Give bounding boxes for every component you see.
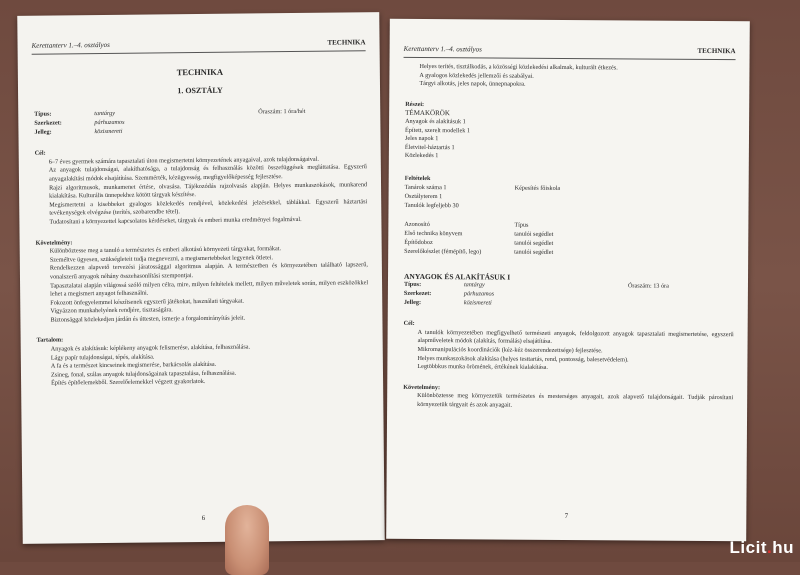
meta-value: párhuzamos — [463, 290, 495, 298]
paragraph: Helyes munkaszokások alakítása (helyes testtartás, rend, pontosság, balesetvédelem). — [417, 354, 629, 363]
meta-key: Szerkezet: — [34, 119, 62, 127]
list-item: Jeles napok 1 — [404, 135, 439, 143]
paragraph: Vigyázzon munkahelyének rendjére, tisztaságára. — [50, 306, 173, 315]
left-content — [34, 56, 369, 388]
section-heading: Követelmény: — [35, 238, 73, 247]
list-item: Életvitel-háztartás 1 — [404, 143, 455, 151]
running-head — [32, 38, 366, 54]
list-item: A fa és a természet kincseinek megismerése, barkácsolás alakítása. — [50, 361, 217, 370]
paragraph: Megismertetni a kisebbeket gyalogos közlekedés rendjével, közlekedési jelzésekkel, táblákkal. Egyszerű háztartási tevékenységek elvégzése (terítés, szobarendbe tétel). — [49, 198, 368, 217]
left-page — [17, 12, 385, 544]
table-cell: tanulói segédlet — [514, 239, 554, 247]
paragraph: A gyalogos közlekedés jellemzői és szabályai. — [419, 71, 534, 80]
table-cell: tanulói segédlet — [514, 248, 554, 256]
table-header-cell: Azonosító — [404, 220, 430, 228]
list-item: Közlekedés 1 — [404, 152, 439, 160]
right-page — [386, 19, 750, 542]
paragraph: A tanulók környezetében megfigyelhető természeti anyagok, feldolgozott anyagok tapasztalati megismertetése, egyszerű alapműveletek módok (alakítás, formálás) elsajátítása. — [417, 328, 734, 346]
meta-key: Jelleg: — [34, 128, 52, 136]
paragraph: Tárgyi alkotás, jeles napok, ünnepnapokra. — [419, 80, 526, 88]
meta-key: Jelleg: — [403, 298, 422, 307]
table-cell: Tanulók legfeljebb 30 — [404, 201, 459, 209]
table-cell: Képesítés főiskola — [514, 184, 561, 192]
meta-row — [404, 299, 734, 310]
page-subtitle: 1. OSZTÁLY — [177, 85, 223, 95]
meta-key: Szerkezet: — [403, 289, 432, 298]
table-cell: tanulói segédlet — [514, 230, 554, 238]
paragraph: Különböztesse meg a tanuló a természetes és emberi alkotású környezeti tárgyakat, formákat. — [49, 245, 282, 255]
list-item: Zsineg, fonal, szálas anyagok tulajdonságainak tapasztalása, felhasználása. — [50, 369, 237, 379]
meta-value: tantárgy — [94, 110, 116, 118]
table-row — [404, 247, 734, 258]
section-heading: ANYAGOK ÉS ALAKÍTÁSUK I — [403, 271, 511, 282]
paragraph: Személtve ügyesen, szükségleteit tudja megnevezni, a megismertebbeket legyenek ötletei. — [49, 253, 274, 264]
page-number: 7 — [564, 511, 569, 521]
table-row — [404, 201, 734, 212]
paragraph: Mikromanipulációs koordinációk (kéz-kéz összerendezettsége) fejlesztése. — [417, 345, 603, 355]
watermark-dot: . — [766, 538, 773, 557]
meta-key: Típus: — [403, 280, 422, 289]
list-item: Épített, szerelt modellek 1 — [405, 126, 471, 134]
list-item: Építés építőelemekből. Szerelőelemekkel végzett gyakorlatok. — [51, 378, 206, 388]
page-title: TECHNIKA — [176, 66, 224, 78]
paragraph: Biztonsággal közlekedjen járdán és úttesten, ismerje a forgalomirányítás jeleit. — [50, 314, 246, 324]
table-cell: Osztályterem 1 — [404, 192, 443, 200]
meta-value: párhuzamos — [94, 118, 125, 127]
page-number: 6 — [201, 513, 206, 523]
running-head — [404, 45, 736, 60]
list-item: Lágy papír tulajdonságai, tépés, alakítása. — [50, 353, 155, 362]
watermark-logo — [730, 538, 794, 558]
section-heading: Követelmény: — [403, 383, 441, 391]
table-cell: Első technika könyvem — [404, 229, 463, 237]
meta-value: közismereti — [463, 299, 492, 307]
table-cell: Építődoboz — [404, 238, 433, 246]
section-heading: Cél: — [34, 149, 46, 157]
watermark-tld: hu — [772, 538, 794, 557]
paragraph: 6–7 éves gyermek számára tapasztalati úton megismertetni környezetének anyagaival, azok tulajdonságaival. — [48, 155, 319, 166]
running-head-right: TECHNIKA — [327, 38, 366, 47]
finger-photo — [225, 505, 269, 575]
section-heading: Részei: — [405, 100, 425, 108]
section-heading: Cél: — [403, 319, 415, 328]
paragraph: Tapasztalatai alapján világossá szóló milyen célra, mire, milyen feltételek mellett, milyen műveletek során, milyen eszközökkel lehet a megismert anyagot felhasználni. — [50, 278, 369, 298]
paragraph: Rendelkezzen alapvető tervezési járatossággal algoritmus alapján. A természetben és környezetében található lapszerű, vonalszerű anyagok néhány összehasonlítási szempontjai. — [49, 261, 368, 281]
table-header-cell: Típus — [514, 221, 529, 229]
meta-right: Óraszám: 13 óra — [627, 282, 669, 290]
section-heading: Feltételek — [404, 174, 431, 182]
list-item: Anyagok és alakításuk: képlékeny anyagok felismerése, alakítása, felhasználása. — [50, 343, 251, 353]
paragraph: Legtöbbkus munka örömének, értékének kialakítása. — [417, 363, 549, 371]
list-item: Anyagok és alakításuk 1 — [405, 117, 466, 126]
meta-value: tantárgy — [463, 281, 485, 289]
watermark-text: Licit — [729, 538, 767, 557]
meta-key: Típus: — [34, 110, 52, 118]
running-head-right: TECHNIKA — [697, 46, 736, 56]
paragraph: Fokozott önfegyelemmel készítsenek egyszerű játékokat, használati tárgyakat. — [50, 297, 244, 307]
running-head-left: Kerettanterv 1.–4. osztályos — [403, 44, 482, 54]
meta-right: Óraszám: 1 óra/hét — [258, 108, 306, 116]
running-head-left: Kerettanterv 1.–4. osztályos — [31, 40, 110, 50]
section-heading: Tartalom: — [36, 336, 64, 345]
meta-value: közismereti — [94, 128, 123, 136]
paragraph: Tudatosítani a környezettel kapcsolatos kérdéseket, tárgyak és emberi munka eredményei fogalmával. — [49, 215, 302, 226]
section-heading: TÉMAKÖRÖK — [405, 109, 450, 118]
paragraph: Rajzi algoritmusok, munkamenet értése, olvasása. Tájékozódás rajzolvasás alapján. Helyes munkaszokások, munkarend kialakítása. Kulturális ünnepekhez kötött tárgyak készítése. — [49, 180, 368, 200]
paragraph: Különböztesse meg környezetük természetes és mesterséges anyagait, azok alapvető tulajdonságait. Tudják párosítani környezetük tárgyait és azok anyagait. — [417, 392, 734, 409]
table-cell: Tanárok száma 1 — [404, 183, 447, 191]
paragraph: Az anyagok tulajdonságai, alakíthatósága, a tulajdonság és felhasználás közötti összefüggések megláttatása. Egyszerű anyagalakítási módok elsajátítása. Szemmérték, kézügyesség, megfigyelőképesség fejlesztése. — [48, 163, 367, 183]
table-cell: Szerelőkészlet (fémépítő, lego) — [404, 247, 482, 255]
right-content — [403, 63, 735, 412]
paragraph: Helyes terítés, tisztálkodás, a közösségi közlekedési alkalmak, kulturált étkezés. — [419, 62, 618, 72]
